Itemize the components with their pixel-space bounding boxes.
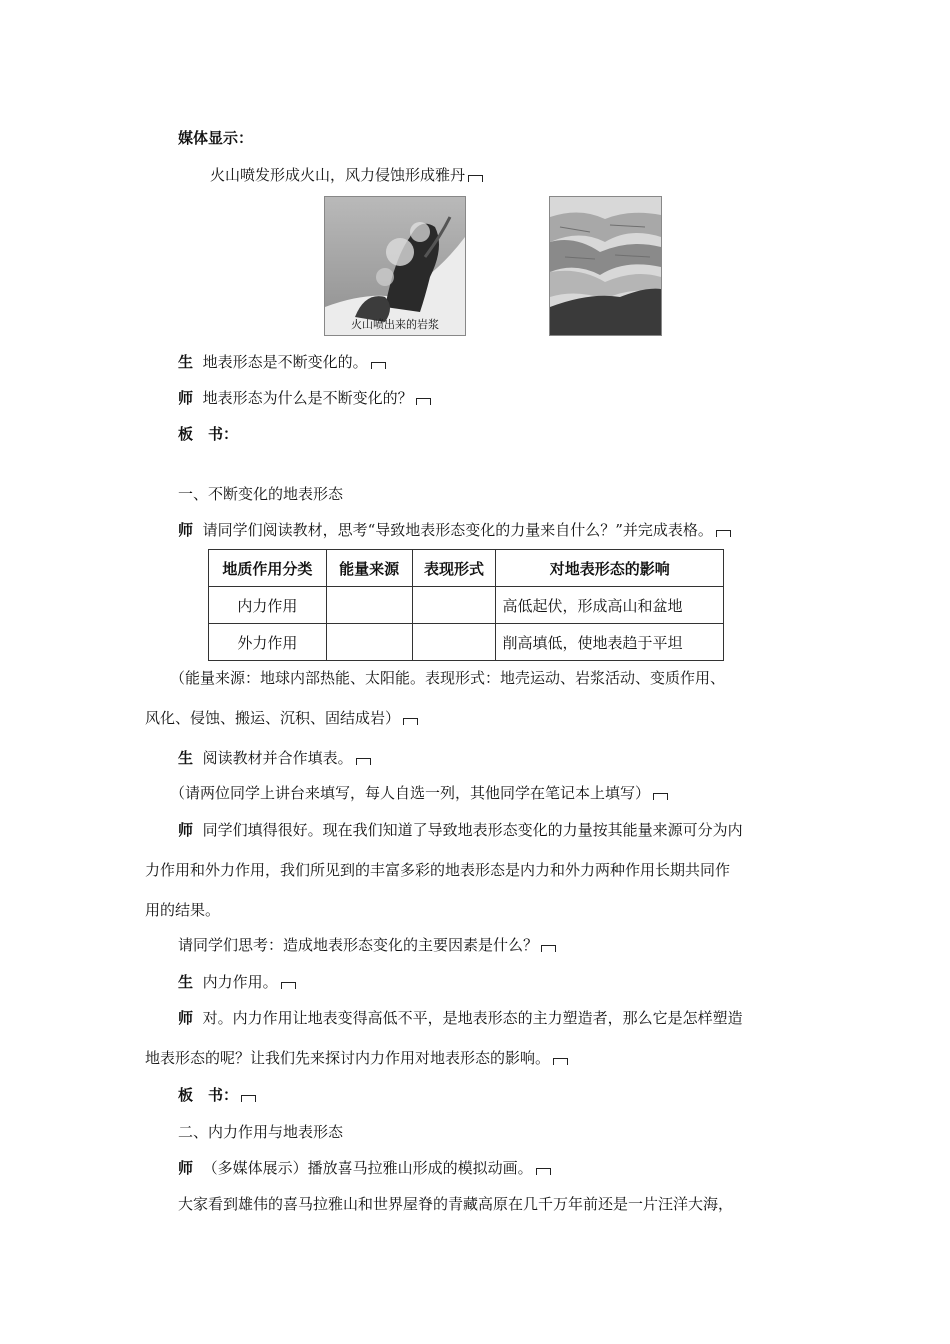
paragraph-teacher-4-line-2: 地表形态的呢？让我们先来探讨内力作用对地表形态的影响。 xyxy=(145,1048,568,1068)
paragraph-student-3: 生 内力作用。 xyxy=(178,972,296,992)
section-heading-2: 二、内力作用与地表形态 xyxy=(178,1123,344,1141)
table-row xyxy=(209,587,724,624)
paragraph-teacher-2: 师 请同学们阅读教材，思考“导致地表形态变化的力量来自什么？”并完成表格。 xyxy=(178,520,731,540)
table-cell xyxy=(412,587,496,624)
board-heading-1: 板 书： xyxy=(178,425,239,443)
table-cell: 内力作用 xyxy=(209,587,327,624)
return-mark-icon xyxy=(468,175,483,182)
paragraph-teacher-3-line-3: 用的结果。 xyxy=(145,901,221,919)
table-header: 地质作用分类 xyxy=(209,550,327,587)
paragraph-teacher-5: 师 （多媒体展示）播放喜马拉雅山形成的模拟动画。 xyxy=(178,1158,551,1178)
return-mark-icon xyxy=(553,1058,568,1065)
table-header: 对地表形态的影响 xyxy=(496,550,724,587)
note-2: （请两位同学上讲台来填写，每人自选一列，其他同学在笔记本上填写） xyxy=(170,783,668,803)
media-heading: 媒体显示： xyxy=(178,129,254,147)
paragraph-student-1: 生 地表形态是不断变化的。 xyxy=(178,352,386,372)
media-caption: 火山喷发形成火山，风力侵蚀形成雅丹 xyxy=(210,165,483,185)
return-mark-icon xyxy=(403,718,418,725)
volcano-image xyxy=(324,196,466,336)
geology-table xyxy=(208,549,724,661)
return-mark-icon xyxy=(416,398,431,405)
table-header-row xyxy=(209,550,724,587)
section-heading-1: 一、不断变化的地表形态 xyxy=(178,485,344,503)
table-cell xyxy=(326,624,412,661)
paragraph-teacher-1: 师 地表形态为什么是不断变化的？ xyxy=(178,388,431,408)
return-mark-icon xyxy=(281,982,296,989)
return-mark-icon xyxy=(716,530,731,537)
return-mark-icon xyxy=(241,1095,256,1102)
table-row xyxy=(209,624,724,661)
board-heading-2: 板 书： xyxy=(178,1085,256,1105)
return-mark-icon xyxy=(541,945,556,952)
table-cell xyxy=(326,587,412,624)
image-caption: 火山喷出来的岩浆 xyxy=(351,318,439,331)
return-mark-icon xyxy=(371,362,386,369)
paragraph-teacher-4-line-1: 师 对。内力作用让地表变得高低不平，是地表形态的主力塑造者，那么它是怎样塑造 xyxy=(178,1009,743,1027)
paragraph-student-2: 生 阅读教材并合作填表。 xyxy=(178,748,371,768)
paragraph-teacher-3-line-2: 力作用和外力作用，我们所见到的丰富多彩的地表形态是内力和外力两种作用长期共同作 xyxy=(145,861,731,879)
table-cell: 削高填低，使地表趋于平坦 xyxy=(496,624,724,661)
table-header: 能量来源 xyxy=(326,550,412,587)
return-mark-icon xyxy=(356,758,371,765)
return-mark-icon xyxy=(653,793,668,800)
table-header: 表现形式 xyxy=(412,550,496,587)
note-1-line-1: （能量来源：地球内部热能、太阳能。表现形式：地壳运动、岩浆活动、变质作用、 xyxy=(170,669,726,687)
yardang-image xyxy=(549,196,662,336)
note-1-line-2: 风化、侵蚀、搬运、沉积、固结成岩） xyxy=(145,708,418,728)
paragraph-final: 大家看到雄伟的喜马拉雅山和世界屋脊的青藏高原在几千万年前还是一片汪洋大海， xyxy=(178,1195,734,1213)
paragraph-question: 请同学们思考：造成地表形态变化的主要因素是什么？ xyxy=(178,935,556,955)
table-cell xyxy=(412,624,496,661)
return-mark-icon xyxy=(536,1168,551,1175)
table-cell: 高低起伏，形成高山和盆地 xyxy=(496,587,724,624)
paragraph-teacher-3-line-1: 师 同学们填得很好。现在我们知道了导致地表形态变化的力量按其能量来源可分为内 xyxy=(178,821,743,839)
table-cell: 外力作用 xyxy=(209,624,327,661)
